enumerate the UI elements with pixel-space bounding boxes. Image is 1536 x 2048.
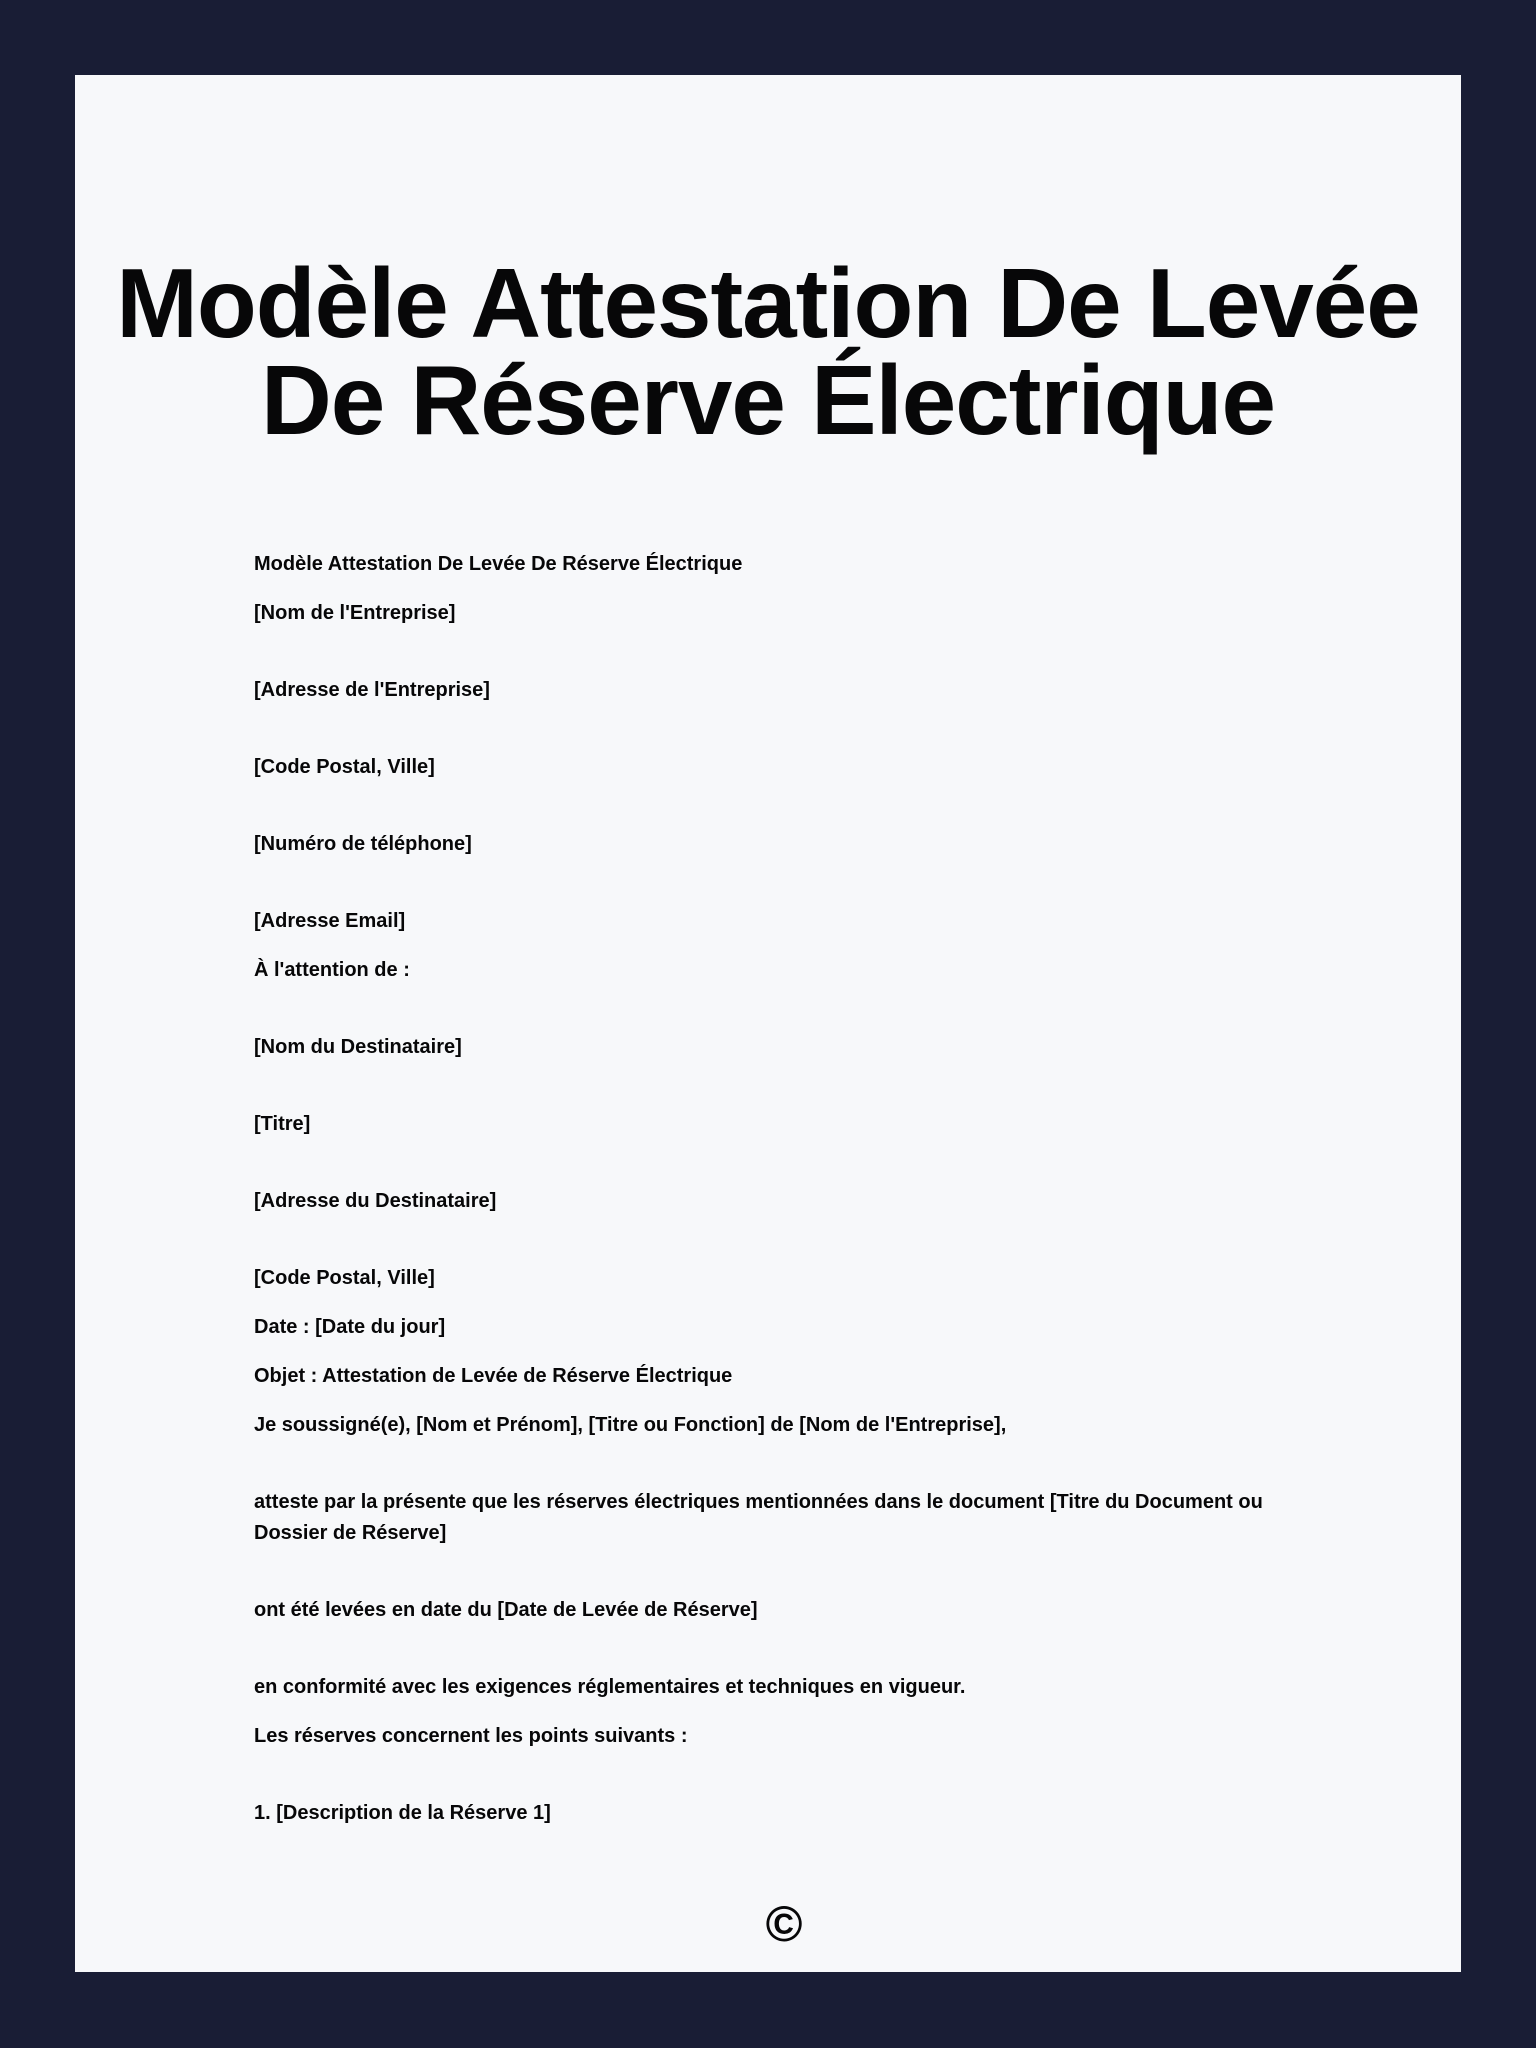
document-line: [Nom du Destinataire] bbox=[254, 1036, 462, 1058]
document-line: [Adresse de l'Entreprise] bbox=[254, 679, 490, 701]
document-line: Date : [Date du jour] bbox=[254, 1316, 446, 1338]
document-line: Modèle Attestation De Levée De Réserve Électrique bbox=[254, 553, 743, 575]
document-line: [Nom de l'Entreprise] bbox=[254, 602, 456, 624]
document-line: [Code Postal, Ville] bbox=[254, 1267, 435, 1289]
document-page bbox=[75, 75, 1461, 1972]
document-line: [Code Postal, Ville] bbox=[254, 756, 435, 778]
document-line: atteste par la présente que les réserves électriques mentionnées dans le document [Titre du Document ou Dossier de Réserve] bbox=[254, 1491, 1263, 1544]
document-line: en conformité avec les exigences réglementaires et techniques en vigueur. bbox=[254, 1676, 966, 1698]
document-line: Les réserves concernent les points suivants : bbox=[254, 1725, 688, 1747]
document-line: [Titre] bbox=[254, 1113, 311, 1135]
page-title: Modèle Attestation De Levée De Réserve Électrique bbox=[116, 248, 1420, 455]
copyright-symbol: © bbox=[765, 1896, 803, 1952]
document-line: [Numéro de téléphone] bbox=[254, 833, 472, 855]
document-line: Je soussigné(e), [Nom et Prénom], [Titre ou Fonction] de [Nom de l'Entreprise], bbox=[254, 1414, 1007, 1436]
document-line: Objet : Attestation de Levée de Réserve Électrique bbox=[254, 1365, 733, 1387]
document-body bbox=[75, 549, 1461, 1952]
document-line: [Adresse du Destinataire] bbox=[254, 1190, 497, 1212]
document-line: [Adresse Email] bbox=[254, 910, 406, 932]
document-line: À l'attention de : bbox=[254, 959, 410, 981]
document-line: ont été levées en date du [Date de Levée de Réserve] bbox=[254, 1599, 758, 1621]
document-line: 1. [Description de la Réserve 1] bbox=[254, 1802, 551, 1824]
